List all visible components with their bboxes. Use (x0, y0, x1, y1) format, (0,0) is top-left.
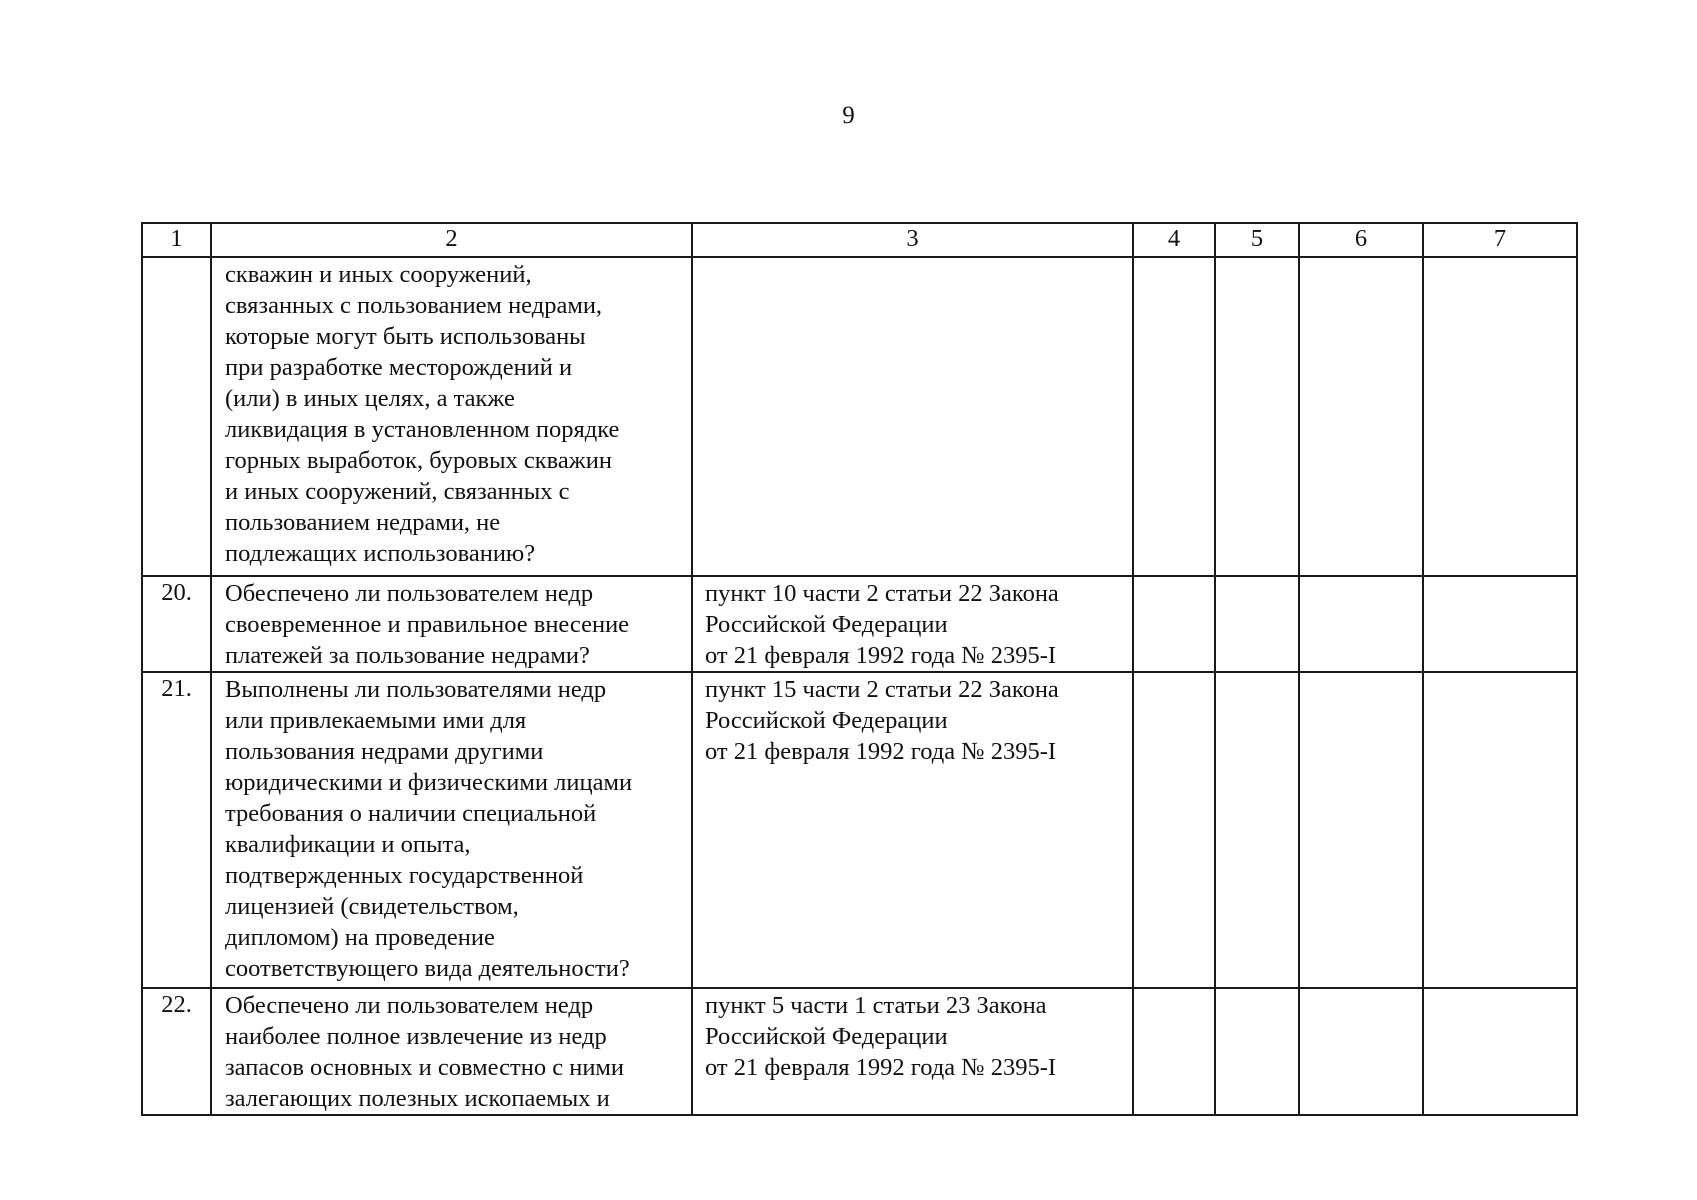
requirement-question: скважин и иных сооружений, связанных с пользованием недрами, которые могут быть использованы при разработке месторождений и (или) в иных целях, а также ликвидация в установленном порядке горных выработок, буровых скважин и иных сооружений, связанных с пользованием недрами, не подлежащих использованию? (211, 257, 692, 576)
column-header-2: 2 (211, 223, 692, 257)
table-row (142, 672, 1577, 988)
column-header-6: 6 (1299, 223, 1423, 257)
answer-cell-no (1215, 257, 1299, 576)
table-row (142, 257, 1577, 576)
answer-cell-na (1299, 257, 1423, 576)
checklist-table (141, 222, 1578, 1116)
column-header-7: 7 (1423, 223, 1577, 257)
requirement-question: Обеспечено ли пользователем недр наиболее полное извлечение из недр запасов основных и совместно с ними залегающих полезных ископаемых и (211, 988, 692, 1115)
answer-cell-no (1215, 672, 1299, 988)
column-header-4: 4 (1133, 223, 1215, 257)
requirement-question: Обеспечено ли пользователем недр своевременное и правильное внесение платежей за пользование недрами? (211, 576, 692, 672)
header-row (142, 223, 1577, 257)
row-number (142, 257, 211, 576)
answer-cell-na (1299, 988, 1423, 1115)
answer-cell-na (1299, 576, 1423, 672)
notes-cell (1423, 257, 1577, 576)
notes-cell (1423, 672, 1577, 988)
answer-cell-na (1299, 672, 1423, 988)
legal-reference: пункт 5 части 1 статьи 23 Закона Российской Федерации от 21 февраля 1992 года № 2395-I (692, 988, 1133, 1115)
column-header-5: 5 (1215, 223, 1299, 257)
answer-cell-yes (1133, 257, 1215, 576)
requirement-question: Выполнены ли пользователями недр или привлекаемыми ими для пользования недрами другими юридическими и физическими лицами требования о наличии специальной квалификации и опыта, подтвержденных государственной лицензией (свидетельством, дипломом) на проведение соответствующего вида деятельности? (211, 672, 692, 988)
page-number: 9 (842, 102, 855, 129)
row-number: 20. (142, 576, 211, 672)
column-header-3: 3 (692, 223, 1133, 257)
answer-cell-no (1215, 576, 1299, 672)
legal-reference: пункт 15 части 2 статьи 22 Закона Российской Федерации от 21 февраля 1992 года № 2395-I (692, 672, 1133, 988)
answer-cell-yes (1133, 988, 1215, 1115)
table-row (142, 576, 1577, 672)
column-header-1: 1 (142, 223, 211, 257)
legal-reference (692, 257, 1133, 576)
legal-reference: пункт 10 части 2 статьи 22 Закона Российской Федерации от 21 февраля 1992 года № 2395-I (692, 576, 1133, 672)
row-number: 22. (142, 988, 211, 1115)
table-row (142, 988, 1577, 1115)
notes-cell (1423, 988, 1577, 1115)
answer-cell-yes (1133, 672, 1215, 988)
row-number: 21. (142, 672, 211, 988)
notes-cell (1423, 576, 1577, 672)
answer-cell-no (1215, 988, 1299, 1115)
answer-cell-yes (1133, 576, 1215, 672)
